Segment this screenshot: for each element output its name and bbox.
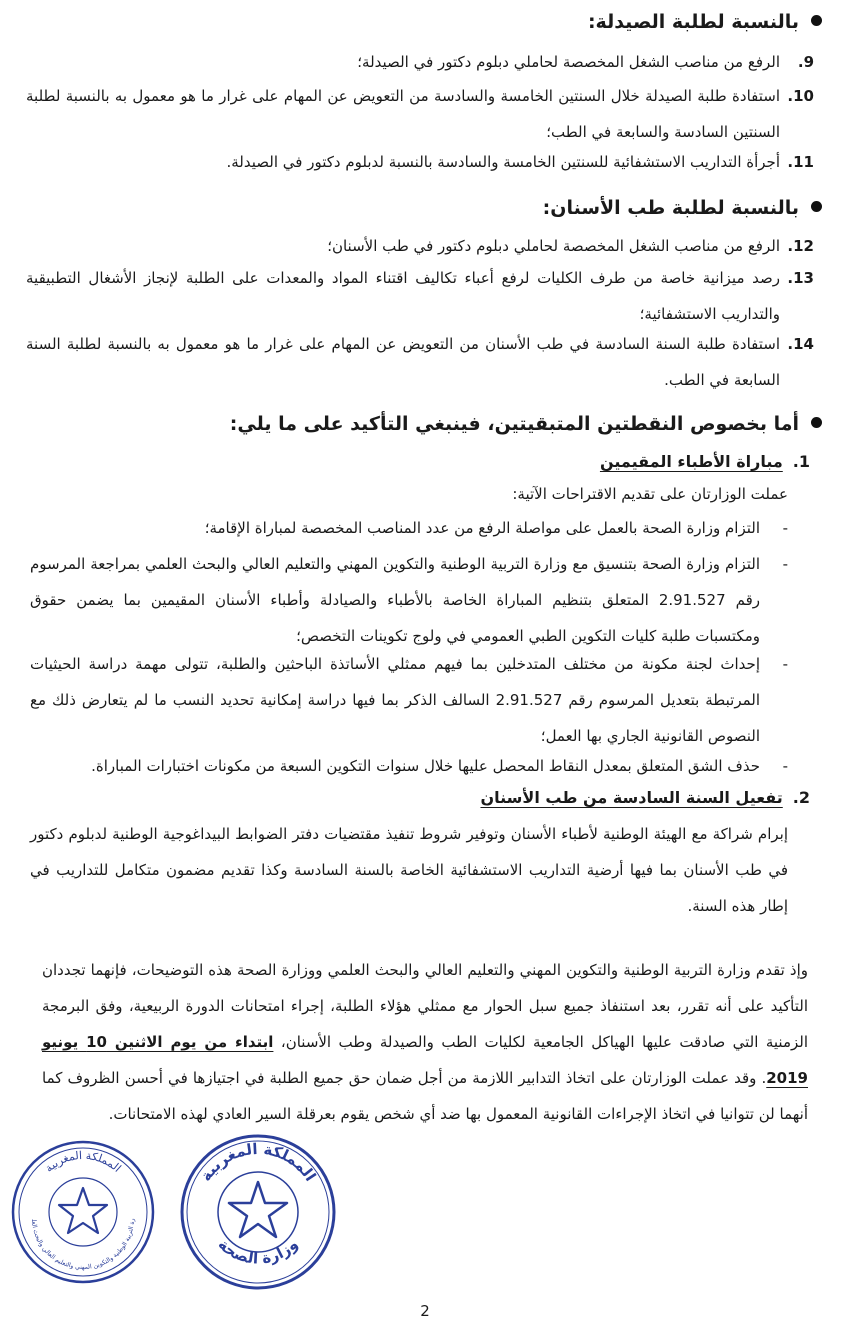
svg-text:وزارة الصحة: وزارة الصحة (214, 1235, 302, 1268)
list-item: 11. أجرأة التداريب الاستشفائية للسنتين الخامسة والسادسة بالنسبة لدبلوم دكتور في الصيدلة. (226, 153, 814, 171)
pharmacy-heading: بالنسبة لطلبة الصيدلة: (28, 8, 822, 36)
remaining-points-heading: أما بخصوص النقطتين المتبقيتين، فينبغي التأكيد على ما يلي: (28, 410, 822, 438)
list-item: 13. رصد ميزانية خاصة من طرف الكليات لرفع أعباء تكاليف اقتناء المواد والمعدات على الطلبة لإنجاز الأشغال التطبيقية والتداريب الاستشفائية؛ (26, 269, 814, 323)
list-item: - حذف الشق المتعلق بمعدل النقاط المحصل عليها خلال سنوات التكوين السبعة من مكونات اختبارات المباراة. (91, 757, 788, 775)
bullet-icon (811, 417, 822, 428)
point2-text: إبرام شراكة مع الهيئة الوطنية لأطباء الأسنان وتوفير شروط تنفيذ مقتضيات دفتر الضوابط البيداغوجية الوطنية لدبلوم دكتور في طب الأسنان بما فيها أرضية التداريب الاستشفائية الخاصة بالسنة السادسة وكذا تقديم مضمون متكامل للتداريب في إطار هذه السنة. (30, 825, 788, 915)
svg-text:وزارة التربية الوطنية والتكوين: رة التربية الوطنية والتكوين المهني والتعليم العالي والبحث العل (30, 1218, 137, 1272)
bullet-icon (811, 201, 822, 212)
health-ministry-stamp (178, 1132, 338, 1292)
education-ministry-stamp (8, 1132, 158, 1292)
list-item: 10. استفادة طلبة الصيدلة خلال السنتين الخامسة والسادسة من التعويض عن المهام على غرار ما هو معمول به بالنسبة لطلبة السنتين السادسة والسابعة في الطب؛ (26, 87, 814, 141)
svg-text:المملكة المغربية: المملكة المغربية (42, 1148, 124, 1175)
svg-text:المملكة المغربية: المملكة المغربية (196, 1139, 320, 1185)
closing-paragraph: وإذ تقدم وزارة التربية الوطنية والتكوين المهني والتعليم العالي والبحث العلمي ووزارة الصحة هذه التوضيحات، فإنهما تجددان التأكيد على أنه تقرر، بعد استنفاذ جميع سبل الحوار مع ممثلي هؤلاء الطلبة، إجراء امتحانات الدورة الربيعية، وفق البرمجة الزمنية التي صادقت عليها الهياكل الجامعية لكليات الطب والصيدلة وطب الأسنان، ابتداء من يوم الاثنين 10 يونيو 2019. وقد عملت الوزارتان على اتخاذ التدابير اللازمة من أجل ضمان حق جميع الطلبة في اجتيازها في أحسن الظروف كما أنهما لن تتوانيا في اتخاذ الإجراءات القانونية المعمول بها ضد أي شخص يقوم بعرقلة السير العادي لهذه الامتحانات. (42, 961, 808, 1123)
page-number: 2 (420, 1302, 430, 1320)
list-item: - إحداث لجنة مكونة من مختلف المتدخلين بما فيهم ممثلي الأساتذة الباحثين والطلبة، تتولى مهمة دراسة الحيثيات المرتبطة بتعديل المرسوم رقم 2.91.527 السالف الذكر بما فيها دراسة إمكانية تحديد النسب ما لم يتعارض ذلك مع النصوص القانونية الجاري بها العمل؛ (30, 655, 788, 745)
list-item: 14. استفادة طلبة السنة السادسة في طب الأسنان من التعويض عن المهام على غرار ما هو معمول به بالنسبة لطلبة السنة السابعة في الطب. (26, 335, 814, 389)
list-item: - التزام وزارة الصحة بالعمل على مواصلة الرفع من عدد المناصب المخصصة لمباراة الإقامة؛ (204, 519, 788, 537)
point1-intro: عملت الوزارتان على تقديم الاقتراحات الآتية: (512, 485, 788, 503)
exam-start-date: ابتداء من يوم الاثنين 10 يونيو 2019 (42, 1033, 808, 1087)
list-item: 9. الرفع من مناصب الشغل المخصصة لحاملي دبلوم دكتور في الصيدلة؛ (357, 53, 814, 71)
dentistry-heading: بالنسبة لطلبة طب الأسنان: (28, 194, 822, 222)
list-item: 12. الرفع من مناصب الشغل المخصصة لحاملي دبلوم دكتور في طب الأسنان؛ (327, 237, 814, 255)
point2-heading: 2.تفعيل السنة السادسة من طب الأسنان (480, 788, 810, 807)
list-item: - التزام وزارة الصحة بتنسيق مع وزارة التربية الوطنية والتكوين المهني والتعليم العالي والبحث العلمي بمراجعة المرسوم رقم 2.91.527 المتعلق بتنظيم المباراة الخاصة بالأطباء والصيادلة وأطباء الأسنان المقيمين بما يضمن حقوق ومكتسبات طلبة كليات التكوين الطبي العمومي في ولوج تكوينات التخصص؛ (30, 555, 788, 645)
point1-heading: 1.مباراة الأطباء المقيمين (599, 452, 810, 471)
bullet-icon (811, 15, 822, 26)
